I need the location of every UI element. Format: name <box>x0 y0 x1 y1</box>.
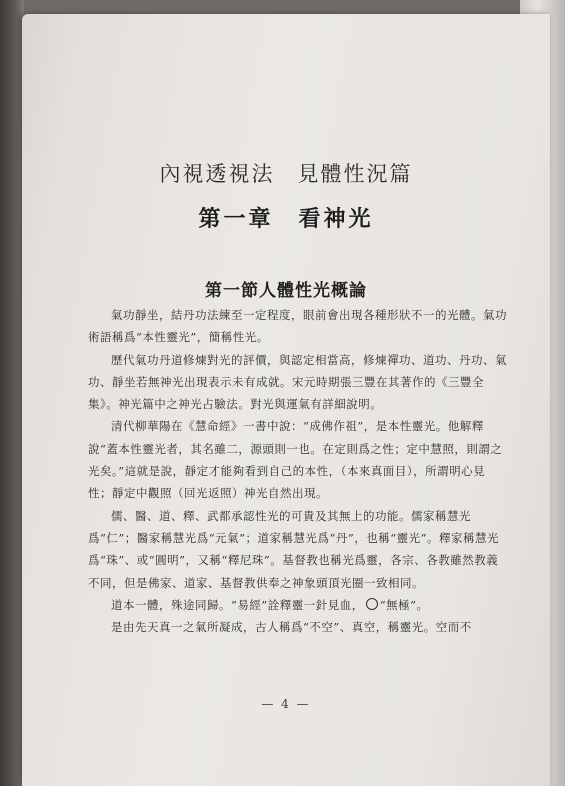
paragraph <box>88 594 508 616</box>
paragraph: 儒、醫、道、釋、武都承認性光的可貴及其無上的功能。儒家稱慧光爲“仁”；醫家稱慧光爲“元氣”；道家稱慧光爲“丹”，也稱“靈光”。釋家稱慧光爲“珠”、或“圓明”，又稱“釋尼珠”。基督教也稱光爲靈，各宗、各教雖然教義不同，但是佛家、道家、基督教供奉之神象頭頂光圈一致相同。 <box>88 508 500 590</box>
paragraph: 清代柳華陽在《慧命經》一書中說：“成佛作祖”，是本性靈光。他解釋說“蓋本性靈光者，其名雖二，源頭則一也。在定則爲之性；定中慧照，則謂之光矣。”這就是說，靜定才能夠看到自己的本性，（本來真面目），所謂明心見性；靜定中觀照（回光返照）神光自然出現。 <box>88 419 503 501</box>
paragraph-segment: “無極”。 <box>379 597 429 612</box>
paragraph: 歷代氣功丹道修煉對光的評價，與認定相當高，修煉禪功、道功、丹功、氣功、靜坐若無神光出現表示未有成就。宋元時期張三豐在其著作的《三豐全集》。神光篇中之神光占驗法。對光與運氣有詳細說明。 <box>88 352 507 412</box>
page-number: — 4 — <box>261 697 311 711</box>
book-page <box>22 14 550 786</box>
book-binding-shadow <box>0 0 24 786</box>
chapter-title: 第一章 看神光 <box>198 206 374 232</box>
body-text <box>88 304 508 638</box>
paragraph-segment: 道本一體，殊途同歸。“易經”詮釋靈一針見血， <box>111 597 364 612</box>
section-title: 第一節人體性光概論 <box>205 281 367 301</box>
circle-symbol-icon <box>366 598 378 610</box>
paragraph: 氣功靜坐，結丹功法練至一定程度，眼前會出現各種形狀不一的光體。氣功術語稱爲“本性靈光”，簡稱性光。 <box>88 308 507 345</box>
paragraph: 是由先天真一之氣所凝成，古人稱爲“不空”、真空，稱靈光。空而不 <box>111 620 472 635</box>
page-header-title: 內視透視法 見體性況篇 <box>159 162 413 186</box>
